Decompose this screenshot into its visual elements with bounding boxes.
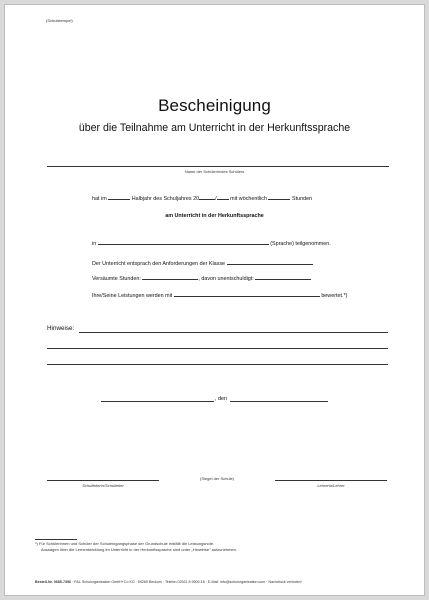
remarks-line-2[interactable] (47, 348, 388, 349)
heritage-language-heading: am Unterricht in der Herkunftssprache (165, 213, 264, 219)
schoolyear-end-field[interactable] (217, 194, 229, 200)
schoolyear-start-field[interactable] (199, 194, 215, 200)
unexcused-hours-field[interactable] (255, 274, 311, 280)
grade-row (92, 291, 347, 299)
certificate-sheet (4, 4, 425, 596)
weekly-hours-field[interactable] (268, 194, 290, 200)
publisher-info: · P&L Schulorganisation GmbH+Co KG · 59269 Beckum · Telefon 02521 8 9909-16 · E-Mail: info@schulorganisation.com · Nachdruck verboten! (71, 580, 302, 584)
footnote-line-2: Aussagen über die Lernentwicklung im Unterricht in der Herkunftssprache sind unter „Hinweise" aufzunehmen. (41, 547, 237, 552)
footnote-line-1: *) Für Schülerinnen und Schüler der Schuleingangsphase der Grundschule entfällt die Leistungsnote. (35, 541, 215, 546)
semester-field[interactable] (108, 194, 130, 200)
remarks-line-3[interactable] (47, 364, 388, 365)
order-number: Bestell-Nr. 0685-7396 (35, 580, 71, 584)
teacher-signature-line[interactable] (275, 480, 387, 481)
language-row (92, 239, 331, 247)
school-stamp-label: (Schulstempel) (46, 18, 73, 23)
student-name-caption: Name der Schülerin/des Schülers (184, 169, 245, 174)
teacher-caption: Lehrerin/Lehrer (317, 483, 345, 488)
document-title: Bescheinigung (158, 96, 271, 115)
remarks-line-1[interactable] (79, 332, 388, 333)
hinweise-label: Hinweise: (47, 325, 75, 332)
principal-signature-line[interactable] (47, 480, 159, 481)
den-label: , den (215, 396, 227, 402)
unexcused-label: , davon unentschuldigt: (198, 276, 254, 282)
grade-label: Ihre/Seine Leistungen werden mit (92, 293, 173, 299)
student-name-line[interactable] (47, 166, 389, 167)
language-field[interactable] (98, 239, 269, 245)
halbjahr-label: Halbjahr des Schuljahres 20 (131, 196, 200, 202)
requirements-row (92, 259, 313, 267)
place-line[interactable] (101, 401, 214, 402)
sprache-label: (Sprache) teilgenommen. (270, 241, 331, 247)
date-line[interactable] (230, 401, 328, 402)
weekly-label: mit wöchentlich (230, 196, 267, 202)
bewertet-label: bewertet.*) (321, 293, 348, 299)
hat-im-label: hat im (92, 196, 107, 202)
publisher-footer (35, 580, 302, 584)
footnote-divider (35, 539, 77, 540)
document-subtitle: über die Teilnahme am Unterricht in der Herkunftssprache (78, 122, 351, 134)
class-field[interactable] (227, 259, 313, 265)
missed-hours-label: Versäumte Stunden: (92, 276, 141, 282)
missed-hours-row (92, 274, 311, 282)
school-seal-caption: (Siegel der Schule) (200, 476, 235, 481)
grade-field[interactable] (174, 291, 320, 297)
in-label: in (92, 241, 97, 247)
principal-caption: Schulleiterin/Schulleiter (82, 483, 124, 488)
stunden-label: Stunden (291, 196, 313, 202)
year-slash: / (215, 196, 217, 202)
semester-row (92, 194, 312, 202)
requirements-label: Der Unterricht entsprach den Anforderungen der Klasse (92, 261, 226, 267)
missed-hours-field[interactable] (142, 274, 198, 280)
